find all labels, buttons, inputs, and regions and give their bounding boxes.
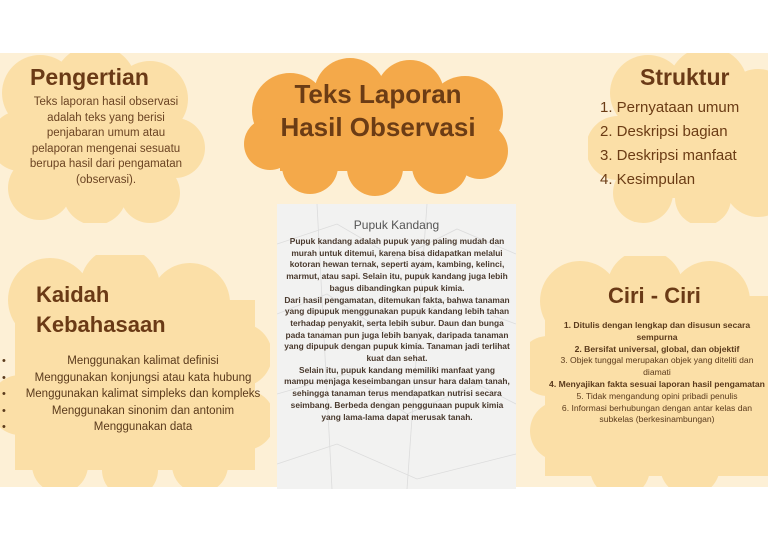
example-paragraph: Pupuk kandang adalah pupuk yang paling mudah dan murah untuk ditemui, karena bisa didapatkan melalui kotoran hewan ternak, seperti ayam, kambing, kelinci, marmut, atau sapi. Selain itu, pupuk kandang juga lebih bagus dibandingkan pupuk kimia. [286, 236, 508, 293]
example-paragraph: Dari hasil pengamatan, ditemukan fakta, bahwa tanaman yang dipupuk menggunakan pupuk kandang lebih tahan terhadap penyakit, serta lebih subur. Daun dan bunga pada tanaman pun juga lebih banyak, daripada tanaman yang dipupuk dengan pupuk kimia. Tanaman jadi terlihat kuat dan sehat. [284, 294, 510, 364]
struktur-heading: Struktur [640, 64, 730, 90]
kaidah-list [6, 353, 274, 436]
struktur-list [600, 96, 739, 192]
kaidah-heading: Kaidah Kebahasaan [36, 282, 166, 337]
ciri-item: 1. Ditulis dengan lengkap dan disusun secara sempurna [563, 320, 751, 342]
struktur-item: 2. Deskripsi bagian [600, 123, 728, 140]
ciri-list [546, 320, 768, 426]
example-title: Pupuk Kandang [353, 218, 440, 232]
main-title: Teks Laporan Hasil Observasi [280, 79, 476, 142]
ciri-item: 3. Objek tunggal merupakan objek yang diteliti dan diamati [560, 355, 754, 378]
kaidah-item: • Menggunakan kalimat definisi [6, 353, 274, 370]
ciri-item: 6. Informasi berhubungan dengan antar kelas dan subkelas (berkesinambungan) [561, 402, 753, 425]
example-body [283, 236, 511, 423]
kaidah-item: • Menggunakan sinonim dan antonim [6, 403, 274, 420]
kaidah-item: • Menggunakan konjungsi atau kata hubung [6, 370, 274, 387]
pengertian-heading: Pengertian [30, 64, 149, 90]
ciri-item: 2. Bersifat universal, global, dan objektif [574, 343, 740, 354]
ciri-item: 5. Tidak mengandung opini pribadi penulis [576, 390, 738, 401]
struktur-item: 4. Kesimpulan [600, 171, 696, 188]
ciri-item: 4. Menyajikan fakta sesuai laporan hasil pengamatan [549, 378, 765, 389]
pengertian-body: Teks laporan hasil observasi adalah teks yang berisi penjabaran umum atau pelaporan mengenai sesuatu berupa hasil dari pengamatan (observasi). [29, 96, 183, 186]
ciri-heading: Ciri - Ciri [608, 283, 701, 308]
struktur-item: 1. Pernyataan umum [600, 99, 740, 116]
kaidah-item: • Menggunakan kalimat simpleks dan kompleks [6, 386, 274, 403]
struktur-item: 3. Deskripsi manfaat [600, 147, 737, 164]
kaidah-item: • Menggunakan data [6, 419, 274, 436]
example-paragraph: Selain itu, pupuk kandang memiliki manfaat yang mampu menjaga keseimbangan unsur hara dalam tanah, sehingga tanaman terus mendapatkan nutrisi secara seimbang. Berbeda dengan penggunaan pupuk kimia yang lama-lama dapat merusak tanah. [284, 364, 510, 422]
